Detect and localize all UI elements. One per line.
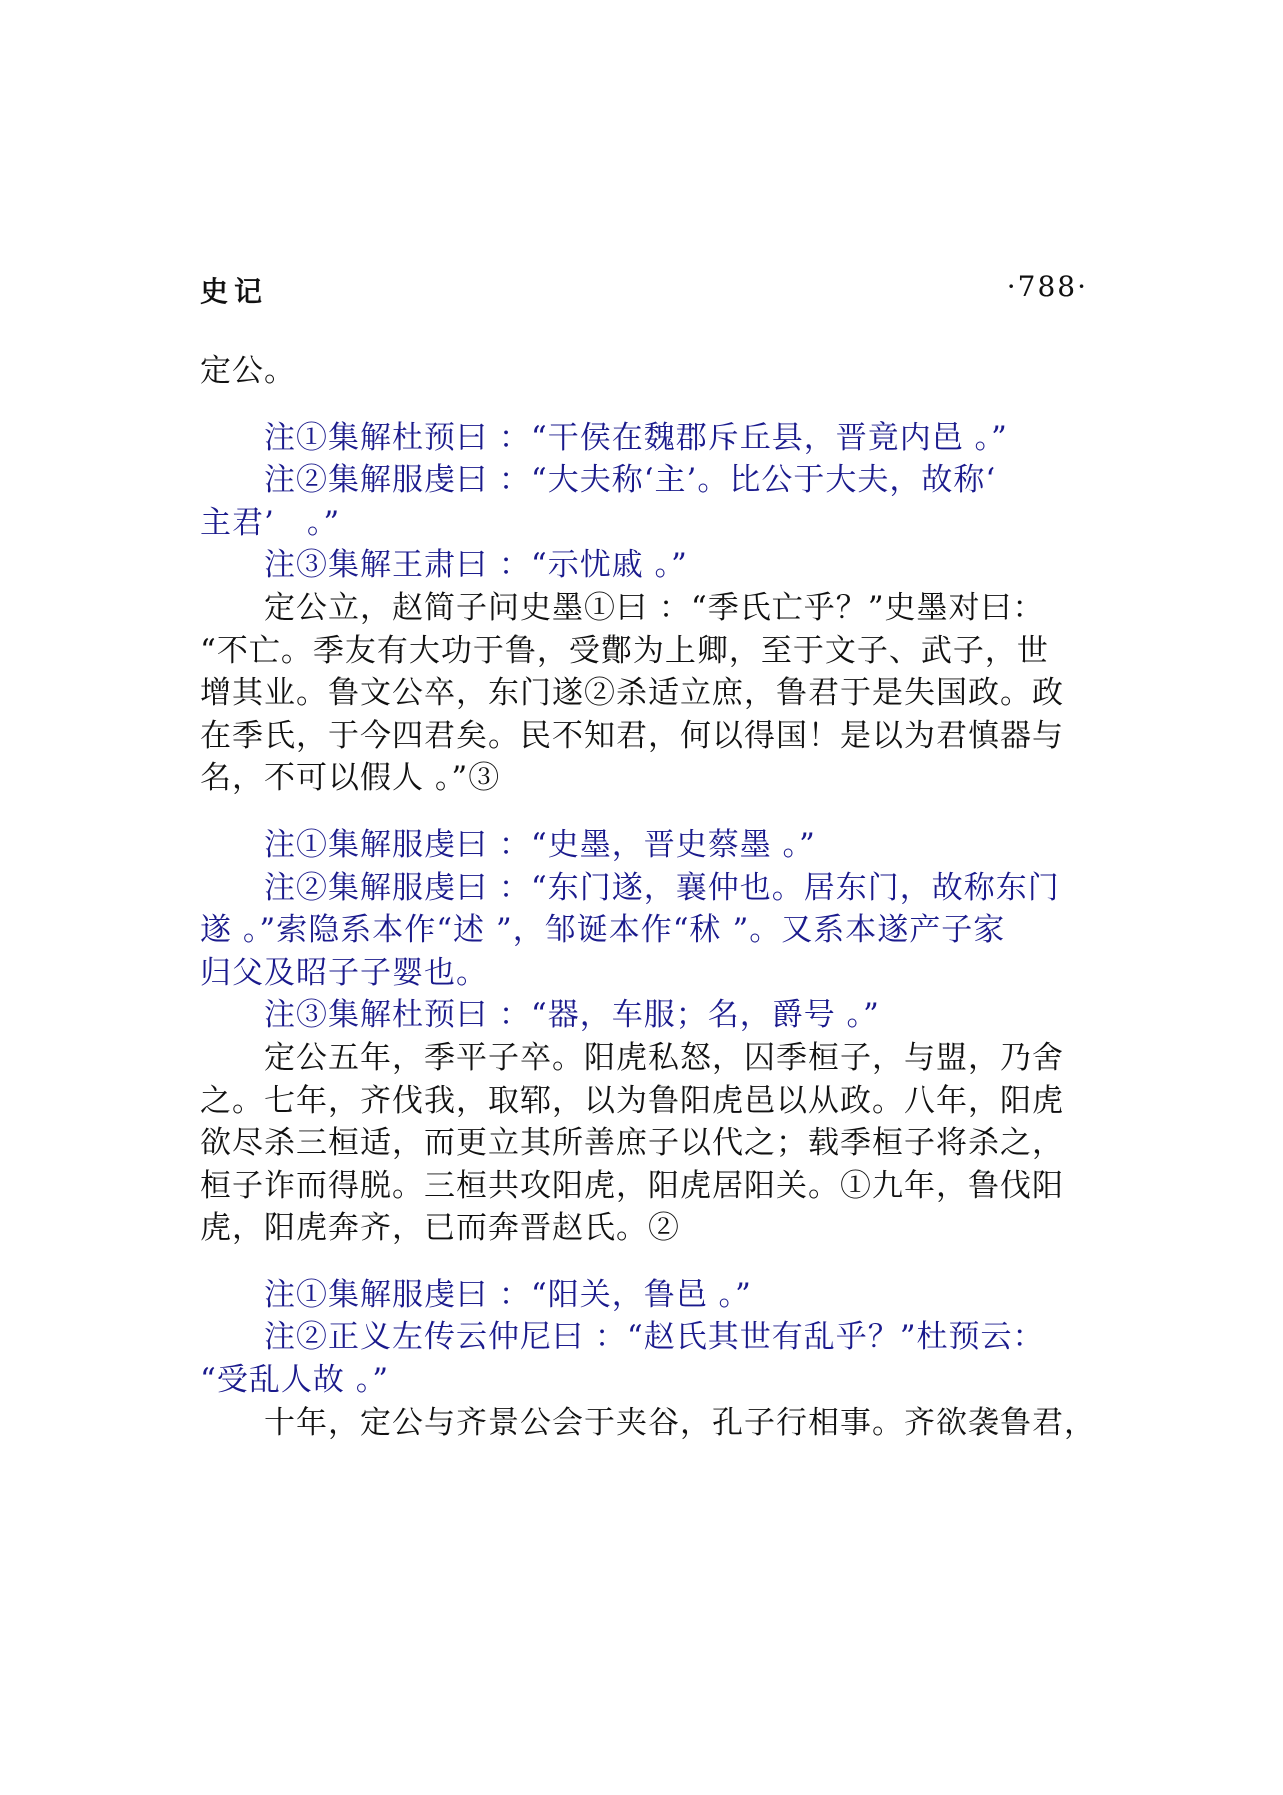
paragraph-gap	[200, 800, 1100, 824]
running-header	[200, 270, 1088, 310]
body-text-line: 定公立，赵简子问史墨①曰 ：“季氏亡乎？”史墨对曰：	[264, 589, 1045, 626]
body-text-line: “不亡。季友有大功于鲁，受鄪为上卿，至于文子、武子，世	[200, 632, 1049, 669]
body-text-line: 定公。	[200, 353, 296, 389]
annotation-line: 遂 。”索隐系本作“述 ”，邹诞本作“秫 ”。又系本遂产子家	[200, 912, 1006, 949]
body-text-line: 欲尽杀三桓适，而更立其所善庶子以代之；载季桓子将杀之，	[200, 1125, 1064, 1162]
annotation-line: 主君’ 。”	[200, 504, 341, 541]
annotation-line: 归父及昭子子婴也。	[200, 954, 488, 991]
annotation-line: 注①集解杜预曰 ：“干侯在魏郡斥丘县，晋竟内邑 。”	[264, 419, 1008, 456]
annotation-line: 注②正义左传云仲尼曰 ：“赵氏其世有乱乎？”杜预云：	[264, 1319, 1045, 1356]
annotation-line: “受乱人故 。”	[200, 1362, 390, 1399]
page-number: ·788·	[1006, 270, 1088, 303]
body-text-line: 之。七年，齐伐我，取郓，以为鲁阳虎邑以从政。八年，阳虎	[200, 1082, 1064, 1119]
body-text-line: 桓子诈而得脱。三桓共攻阳虎，阳虎居阳关。①九年，鲁伐阳	[200, 1167, 1064, 1204]
body-text-line: 在季氏，于今四君矣。民不知君，何以得国！是以为君慎器与	[200, 717, 1064, 754]
book-title: 史记	[200, 275, 269, 308]
annotation-line: 注②集解服虔曰 ：“东门遂，襄仲也。居东门，故称东门	[264, 869, 1060, 906]
annotation-line: 注①集解服虔曰 ：“阳关，鲁邑 。”	[264, 1276, 752, 1313]
page-body	[200, 350, 1100, 1444]
paragraph-gap	[200, 393, 1100, 417]
body-text-line: 十年，定公与齐景公会于夹谷，孔子行相事。齐欲袭鲁君，	[264, 1404, 1096, 1441]
annotation-line: 注③集解王肃曰 ：“示忧戚 。”	[264, 547, 688, 584]
body-text-line: 虎，阳虎奔齐，已而奔晋赵氏。②	[200, 1210, 680, 1247]
body-text-line: 定公五年，季平子卒。阳虎私怒，囚季桓子，与盟，乃舍	[264, 1039, 1064, 1076]
paragraph-gap	[200, 1250, 1100, 1274]
annotation-line: 注①集解服虔曰 ：“史墨，晋史蔡墨 。”	[264, 826, 816, 863]
annotation-line: 注③集解杜预曰 ：“器，车服；名，爵号 。”	[264, 997, 880, 1034]
annotation-line: 注②集解服虔曰 ：“大夫称‘主’。比公于大夫，故称‘	[264, 462, 997, 499]
body-text-line: 名，不可以假人 。”③	[200, 760, 501, 797]
body-text-line: 增其业。鲁文公卒，东门遂②杀适立庶，鲁君于是失国政。政	[200, 675, 1064, 712]
